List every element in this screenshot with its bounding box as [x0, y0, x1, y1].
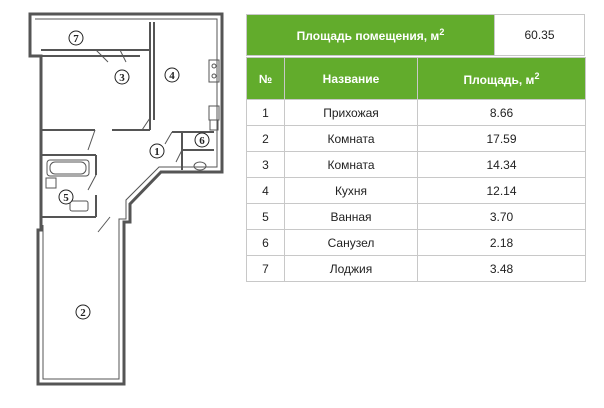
svg-text:1: 1: [154, 146, 160, 158]
svg-text:3: 3: [119, 72, 125, 84]
svg-text:2: 2: [80, 307, 86, 319]
row-num: 4: [247, 178, 285, 204]
plan-room-labels: [59, 31, 209, 319]
row-num: 3: [247, 152, 285, 178]
table-row: [247, 152, 586, 178]
row-area: 12.14: [418, 178, 586, 204]
room-label-1: [150, 144, 164, 158]
svg-text:7: 7: [73, 33, 79, 45]
header-num: №: [247, 58, 285, 100]
row-area: 3.70: [418, 204, 586, 230]
row-area: 8.66: [418, 100, 586, 126]
row-area: 14.34: [418, 152, 586, 178]
total-area-table: [246, 14, 585, 56]
table-row: [247, 126, 586, 152]
floor-plan: [0, 0, 246, 408]
row-name: Комната: [285, 126, 418, 152]
row-name: Кухня: [285, 178, 418, 204]
row-num: 6: [247, 230, 285, 256]
row-name: Комната: [285, 152, 418, 178]
header-area: Площадь, $м^2$: [418, 58, 586, 100]
row-name: Ванная: [285, 204, 418, 230]
row-num: 5: [247, 204, 285, 230]
room-label-7: [69, 31, 83, 45]
room-label-6: [195, 133, 209, 147]
plan-fixtures: [46, 60, 219, 211]
svg-text:5: 5: [63, 192, 69, 204]
room-label-2: [76, 305, 90, 319]
svg-text:4: 4: [169, 70, 175, 82]
table-row: [247, 230, 586, 256]
row-num: 1: [247, 100, 285, 126]
svg-text:6: 6: [199, 135, 205, 147]
row-name: Санузел: [285, 230, 418, 256]
row-name: Лоджия: [285, 256, 418, 282]
row-area: 2.18: [418, 230, 586, 256]
room-label-4: [165, 68, 179, 82]
header-name: Название: [285, 58, 418, 100]
row-area: 17.59: [418, 126, 586, 152]
table-row: [247, 178, 586, 204]
table-row: [247, 100, 586, 126]
total-area-label: Площадь помещения, $м^2$: [247, 15, 495, 56]
row-num: 2: [247, 126, 285, 152]
table-row: [247, 204, 586, 230]
plan-partitions: [41, 22, 214, 217]
room-label-5: [59, 190, 73, 204]
row-area: 3.48: [418, 256, 586, 282]
room-label-3: [115, 70, 129, 84]
rooms-table-header: [247, 58, 586, 100]
rooms-table: [246, 57, 586, 282]
row-name: Прихожая: [285, 100, 418, 126]
total-area-value: 60.35: [495, 15, 585, 56]
table-row: [247, 256, 586, 282]
row-num: 7: [247, 256, 285, 282]
